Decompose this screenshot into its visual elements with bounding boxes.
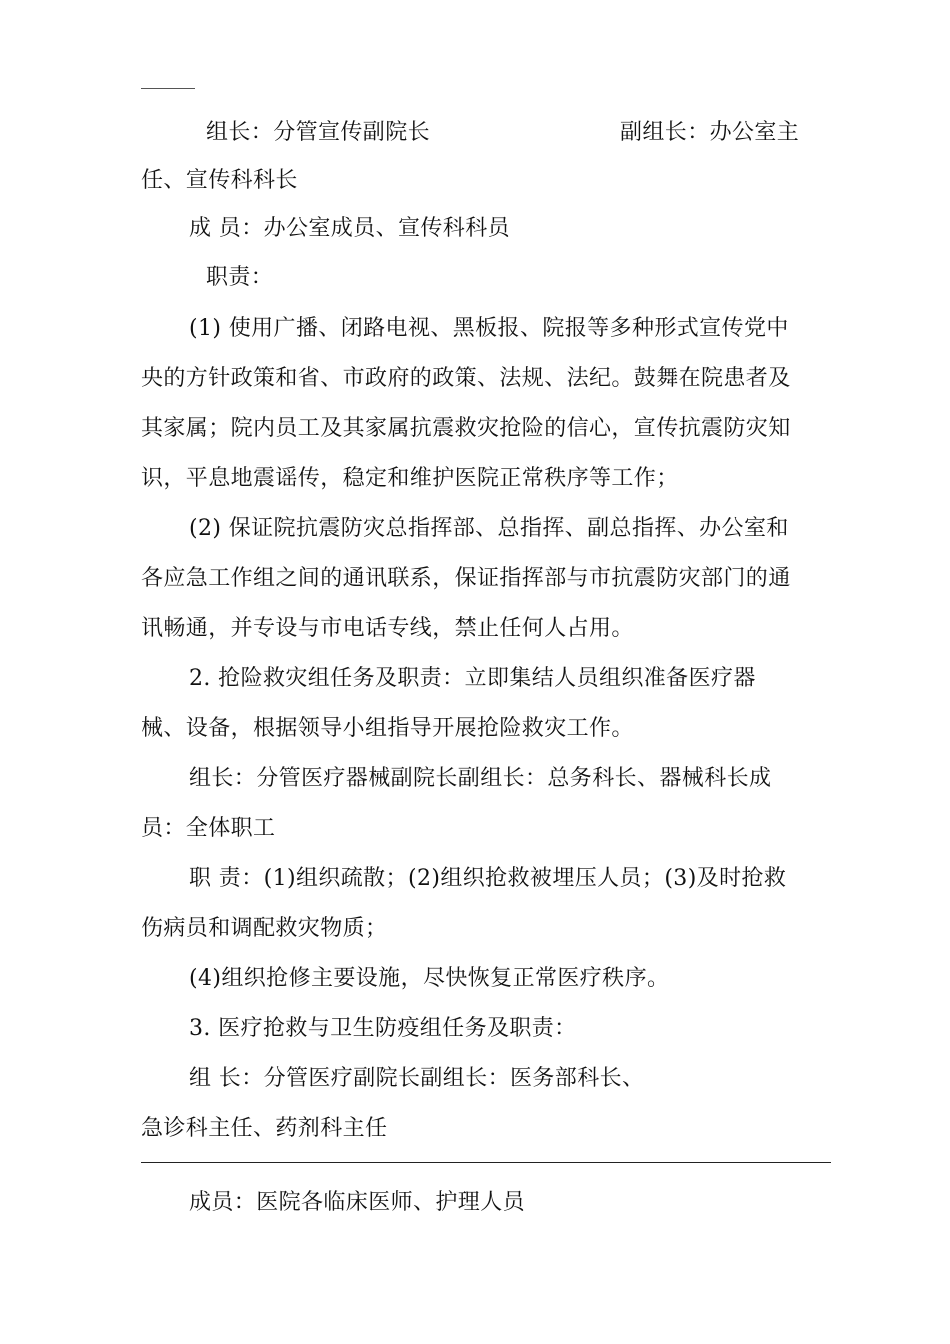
text-line-17: 伤病员和调配救灾物质； (141, 916, 388, 941)
text-line-4: 职责： (206, 265, 274, 290)
text-line-3: 成 员：办公室成员、宣传科科员 (189, 216, 510, 241)
text-line-15: 员：全体职工 (141, 816, 276, 841)
text-line-6: 央的方针政策和省、市政府的政策、法规、法纪。鼓舞在院患者及 (141, 366, 791, 391)
text-line-14: 组长：分管医疗器械副院长副组长：总务科长、器械科长成 (189, 766, 772, 791)
deputy-leader-text: 副组长：办公室主 (620, 120, 800, 145)
text-line-10: 各应急工作组之间的通讯联系，保证指挥部与市抗震防灾部门的通 (141, 566, 791, 591)
text-line-12: 2. 抢险救灾组任务及职责：立即集结人员组织准备医疗器 (189, 666, 756, 691)
text-line-13: 械、设备，根据领导小组指导开展抢险救灾工作。 (141, 716, 634, 741)
text-line-7: 其家属；院内员工及其家属抗震救灾抢险的信心，宣传抗震防灾知 (141, 416, 791, 441)
text-line-19: 3. 医疗抢救与卫生防疫组任务及职责： (189, 1016, 577, 1041)
text-line-2: 任、宣传科科长 (141, 168, 298, 193)
page-split-rule (141, 1162, 831, 1163)
text-line-11: 讯畅通，并专设与市电话专线，禁止任何人占用。 (141, 616, 634, 641)
group-leader-text: 组长：分管宣传副院长 (206, 120, 431, 145)
text-line-5: (1) 使用广播、闭路电视、黑板报、院报等多种形式宣传党中 (189, 316, 789, 341)
text-line-20: 组 长：分管医疗副院长副组长：医务部科长、 (189, 1066, 645, 1091)
text-line-9: (2) 保证院抗震防灾总指挥部、总指挥、副总指挥、办公室和 (189, 516, 789, 541)
header-rule (141, 88, 195, 89)
text-line-16: 职 责：(1)组织疏散；(2)组织抢救被埋压人员；(3)及时抢救 (189, 866, 787, 891)
text-line-1 (141, 118, 831, 148)
text-line-22: 成员：医院各临床医师、护理人员 (189, 1190, 526, 1215)
text-line-8: 识，平息地震谣传，稳定和维护医院正常秩序等工作； (141, 466, 679, 491)
text-line-21: 急诊科主任、药剂科主任 (141, 1116, 388, 1141)
text-line-18: (4)组织抢修主要设施，尽快恢复正常医疗秩序。 (189, 966, 670, 991)
